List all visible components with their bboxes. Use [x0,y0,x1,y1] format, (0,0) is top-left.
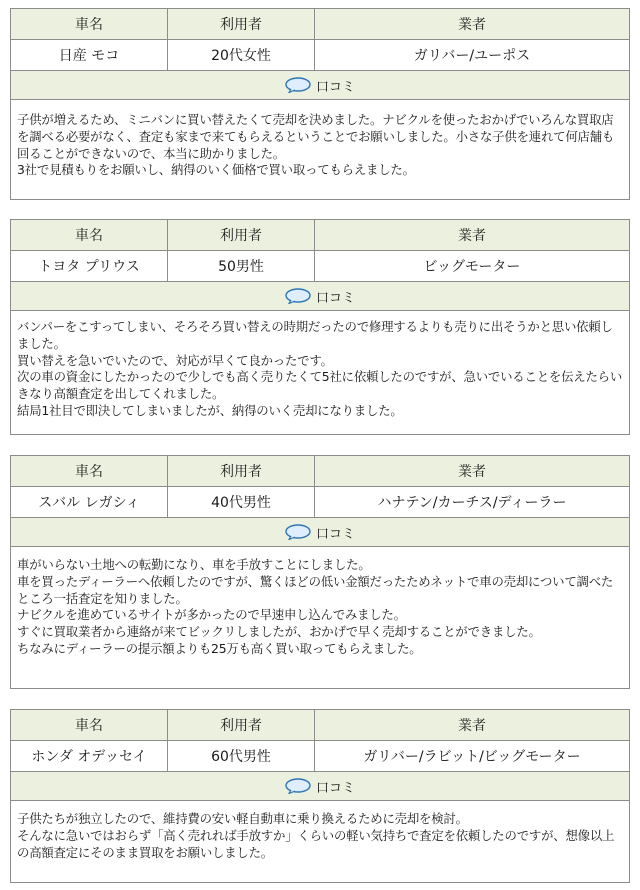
review-text [11,311,629,428]
header-row [11,9,629,40]
speech-bubble-icon [285,77,311,93]
review-line: バンパーをこすってしまい、そろそろ買い替えの時期だったので修理するよりも売りに出そうかと思い依頼しました。 [17,319,613,351]
review-card [10,8,630,200]
speech-bubble-icon [285,524,311,540]
car-name: 日産 モコ [11,40,168,70]
car-header: 車名 [11,710,168,740]
dealer-list: ビッグモーター [423,259,521,275]
review-line: 3社で見積もりをお願いし、納得のいく価格で買い取ってもらえました。 [17,162,415,178]
header-row [11,456,629,487]
review-line: 結局1社目で即決してしまいましたが、納得のいく売却になりました。 [17,402,403,418]
kuchikomi-header [11,282,629,311]
dealer-header: 業者 [458,718,486,734]
speech-bubble-icon [285,778,311,794]
value-row [11,487,629,518]
user-header: 利用者 [168,710,315,740]
kuchikomi-header [11,518,629,547]
review-line: ちなみにディーラーの提示額よりも25万も高く買い取ってもらえました。 [17,640,422,656]
user-type: 50男性 [168,251,315,281]
kuchikomi-header [11,71,629,100]
review-card [10,219,630,435]
dealer-list: ハナテン/カーチス/ディーラー [377,495,567,511]
header-row [11,220,629,251]
review-text [11,100,629,187]
review-line: そんなに急いではおらず「高く売れれば手放すか」くらいの軽い気持ちで査定を依頼したのですが、想像以上の高額査定にそのまま買取をお願いしました。 [17,827,615,860]
value-row [11,251,629,282]
review-line: 車がいらない土地への転勤になり、車を手放すことにしました。 [17,557,371,572]
kuchikomi-label: 口コミ [315,780,355,796]
speech-bubble-icon [285,288,311,304]
user-header: 利用者 [168,220,315,250]
review-line: 次の車の資金にしたかったので少しでも高く売りたくて5社に依頼したのですが、急いでいることを伝えたらいきなり高額査定を出してくれました。 [17,369,623,402]
review-text [11,547,629,666]
kuchikomi-label: 口コミ [315,79,355,95]
value-row [11,741,629,772]
car-name: トヨタ プリウス [11,251,168,281]
review-line: 子供たちが独立したので、維持費の安い軽自動車に乗り換えるために売却を検討。 [17,811,468,826]
user-type: 20代女性 [168,40,315,70]
dealer-header: 業者 [458,464,486,480]
kuchikomi-label: 口コミ [315,526,355,542]
review-card [10,709,630,883]
review-line: 子供が増えるため、ミニバンに買い替えたくて売却を決めました。ナビクルを使ったおかげでいろんな買取店を調べる必要がなく、査定も家まで来てもらえるということでお願いしました。小さな子供を連れて何店舗も回ることができないので、本当に助かりました。 [17,112,615,161]
car-header: 車名 [11,9,168,39]
review-line: すぐに買取業者から連絡が来てビックリしましたが、おかげで早く売却することができました。 [17,624,541,640]
user-type: 60代男性 [168,741,315,771]
car-header: 車名 [11,456,168,486]
kuchikomi-header [11,772,629,801]
kuchikomi-label: 口コミ [315,290,355,306]
header-row [11,710,629,741]
car-name: ホンダ オデッセイ [11,741,168,771]
review-line: ナビクルを進めているサイトが多かったので早速申し込んでみました。 [17,607,406,623]
car-header: 車名 [11,220,168,250]
dealer-list: ガリバー/ユーポス [413,48,531,64]
car-name: スバル レガシィ [11,487,168,517]
value-row [11,40,629,71]
review-line: 車を買ったディーラーへ依頼したのですが、驚くほどの低い金額だったためネットで車の売却について調べたところ一括査定を知りました。 [17,573,614,606]
dealer-header: 業者 [458,17,486,33]
review-text [11,801,629,869]
review-card [10,455,630,689]
user-header: 利用者 [168,9,315,39]
user-header: 利用者 [168,456,315,486]
dealer-header: 業者 [458,228,486,244]
review-line: 買い替えを急いでいたので、対応が早くて良かったです。 [17,352,333,368]
dealer-list: ガリバー/ラビット/ビッグモーター [363,749,581,765]
user-type: 40代男性 [168,487,315,517]
